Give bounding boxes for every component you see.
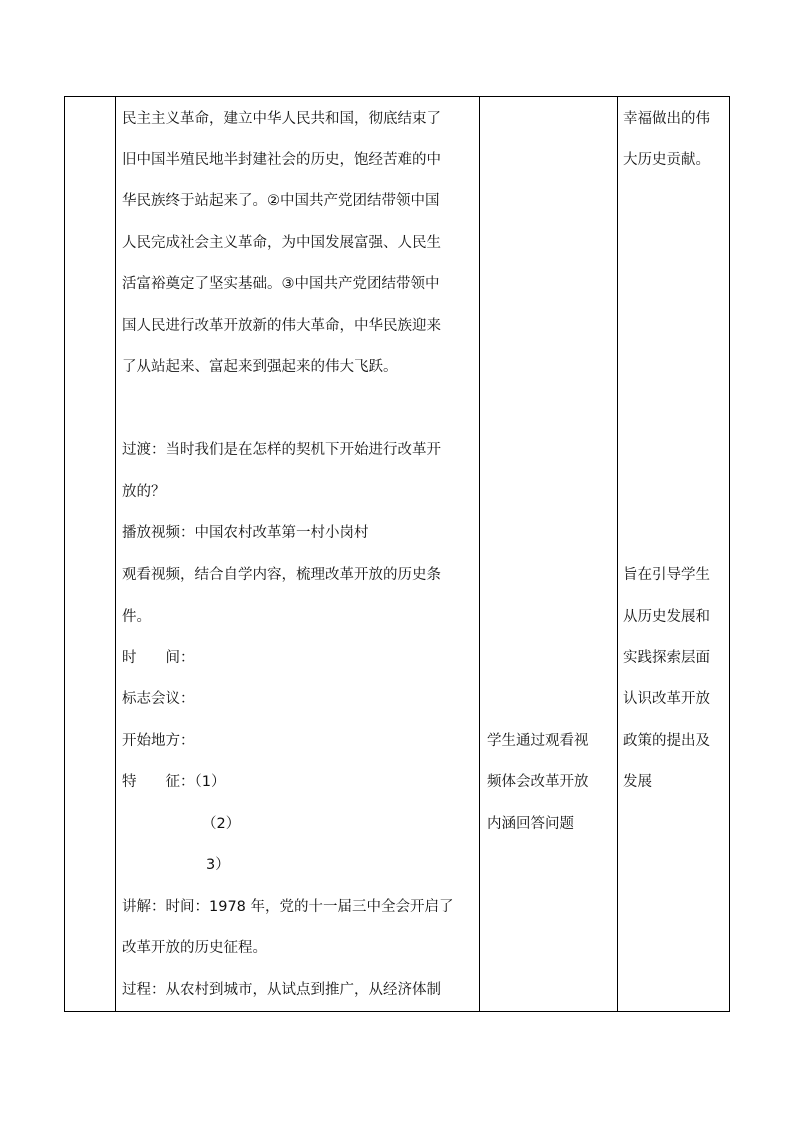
column-divider — [617, 97, 618, 1011]
content-line: 时 间： — [122, 650, 195, 666]
content-line: 开始地方： — [122, 733, 195, 749]
student-line: 内涵回答问题 — [487, 816, 574, 832]
content-line: 件。 — [122, 609, 151, 625]
content-line: 过渡：当时我们是在怎样的契机下开始进行改革开 — [122, 442, 441, 458]
content-line: （2） — [202, 816, 241, 832]
content-line: 旧中国半殖民地半封建社会的历史，饱经苦难的中 — [122, 152, 441, 168]
purpose-line: 旨在引导学生 — [623, 567, 710, 583]
student-line: 学生通过观看视 — [487, 733, 589, 749]
content-line: 华民族终于站起来了。②中国共产党团结带领中国 — [122, 193, 440, 209]
purpose-line: 政策的提出及 — [623, 733, 710, 749]
purpose-line: 大历史贡献。 — [623, 152, 710, 168]
content-line: 了从站起来、富起来到强起来的伟大飞跃。 — [122, 359, 398, 375]
purpose-line: 认识改革开放 — [623, 691, 710, 707]
content-line: 过程：从农村到城市，从试点到推广，从经济体制 — [122, 982, 441, 998]
content-line: 特 征：（1） — [122, 774, 226, 790]
content-line: 观看视频，结合自学内容，梳理改革开放的历史条 — [122, 567, 441, 583]
design-purpose-cell — [623, 97, 731, 1011]
purpose-line: 实践探索层面 — [623, 650, 710, 666]
content-line: 放的？ — [122, 484, 166, 500]
student-activity-cell — [487, 97, 617, 1011]
content-line: 改革开放的历史征程。 — [122, 940, 267, 956]
column-divider — [115, 97, 116, 1011]
content-line: 播放视频：中国农村改革第一村小岗村 — [122, 525, 369, 541]
content-line: 讲解：时间：1978 年，党的十一届三中全会开启了 — [122, 899, 454, 915]
purpose-line: 幸福做出的伟 — [623, 111, 710, 127]
purpose-line: 从历史发展和 — [623, 609, 710, 625]
content-line: 人民完成社会主义革命，为中国发展富强、人民生 — [122, 235, 441, 251]
content-line: 3） — [206, 857, 230, 873]
student-line: 频体会改革开放 — [487, 774, 589, 790]
lesson-plan-table — [64, 96, 730, 1012]
content-line: 国人民进行改革开放新的伟大革命，中华民族迎来 — [122, 318, 441, 334]
content-line: 标志会议： — [122, 691, 195, 707]
content-line: 活富裕奠定了坚实基础。③中国共产党团结带领中 — [122, 276, 440, 292]
content-line: 民主主义革命，建立中华人民共和国，彻底结束了 — [122, 111, 441, 127]
teaching-content-cell — [122, 97, 482, 1011]
purpose-line: 发展 — [623, 774, 652, 790]
